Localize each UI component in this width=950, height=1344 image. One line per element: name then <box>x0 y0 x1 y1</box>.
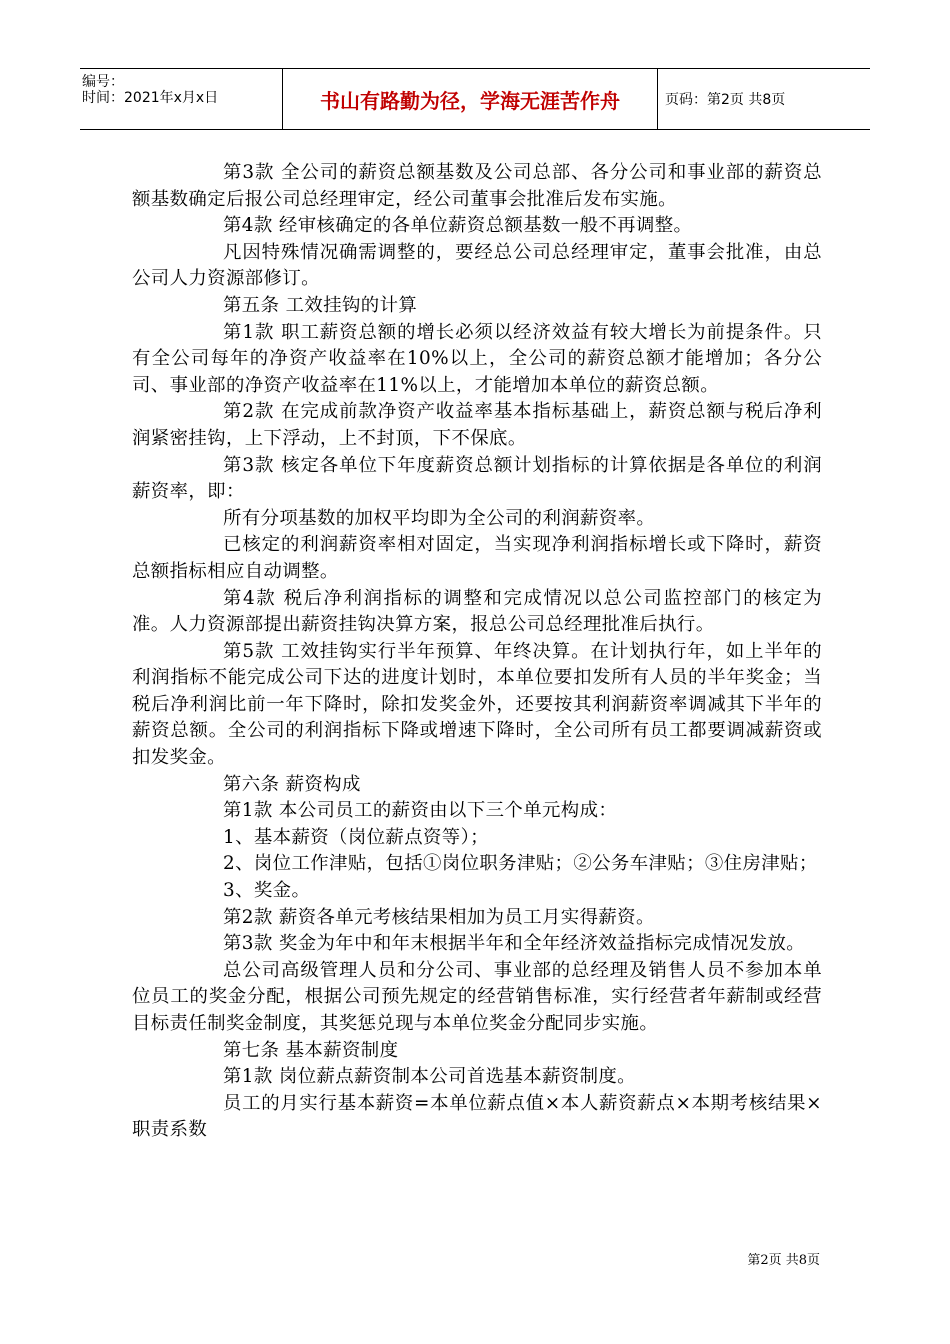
paragraph: 第1款 职工薪资总额的增长必须以经济效益有较大增长为前提条件。只有全公司每年的净资产收益率在10%以上，全公司的薪资总额才能增加；各分公司、事业部的净资产收益率在11%以上，才能增加本单位的薪资总额。 <box>132 321 822 396</box>
paragraph: 凡因特殊情况确需调整的，要经总公司总经理审定，董事会批准，由总公司人力资源部修订。 <box>132 241 822 290</box>
paragraph: 所有分项基数的加权平均即为全公司的利润薪资率。 <box>223 507 656 529</box>
paragraph: 第2款 在完成前款净资产收益率基本指标基础上，薪资总额与税后净利润紧密挂钩，上下浮动，上不封顶，下不保底。 <box>132 401 822 449</box>
paragraph: 总公司高级管理人员和分公司、事业部的总经理及销售人员不参加本单位员工的奖金分配，根据公司预先规定的经营销售标准，实行经营者年薪制或经营目标责任制奖金制度，其奖惩兑现与本单位奖金分配同步实施。 <box>132 959 822 1034</box>
paragraph: 员工的月实行基本薪资=本单位薪点值×本人薪资薪点×本期考核结果×职责系数 <box>132 1092 822 1141</box>
paragraph: 第2款 薪资各单元考核结果相加为员工月实得薪资。 <box>223 906 655 928</box>
list-item: 1、基本薪资（岗位薪点资等）； <box>223 826 489 848</box>
section-heading: 第五条 工效挂钩的计算 <box>223 294 418 316</box>
page-footer: 第2页 共8页 <box>747 1253 820 1268</box>
document-body <box>132 160 822 1144</box>
paragraph: 第4款 经审核确定的各单位薪资总额基数一般不再调整。 <box>223 215 693 237</box>
document-number-label: 编号： <box>82 74 124 90</box>
paragraph: 第1款 本公司员工的薪资由以下三个单元构成： <box>223 800 618 822</box>
paragraph: 第1款 岗位薪点薪资制本公司首选基本薪资制度。 <box>223 1066 636 1088</box>
paragraph: 第4款 税后净利润指标的调整和完成情况以总公司监控部门的核定为准。人力资源部提出薪资挂钩决算方案，报总公司总经理批准后执行。 <box>132 587 822 636</box>
paragraph: 已核定的利润薪资率相对固定，当实现净利润指标增长或下降时，薪资总额指标相应自动调整。 <box>132 534 822 582</box>
paragraph: 第3款 核定各单位下年度薪资总额计划指标的计算依据是各单位的利润薪资率，即： <box>132 454 822 503</box>
header-motto: 书山有路勤为径，学海无涯苦作舟 <box>282 69 658 129</box>
document-time-label: 时间：2021年x月x日 <box>82 90 219 106</box>
header-meta <box>80 69 282 129</box>
section-heading: 第六条 薪资构成 <box>223 773 361 795</box>
section-heading: 第七条 基本薪资制度 <box>223 1039 399 1061</box>
paragraph: 第3款 奖金为年中和年末根据半年和全年经济效益指标完成情况发放。 <box>223 933 806 955</box>
header-page-code: 页码：第2页 共8页 <box>665 92 786 108</box>
list-item: 2、岗位工作津贴，包括①岗位职务津贴；②公务车津贴；③住房津贴； <box>223 853 818 875</box>
paragraph: 第5款 工效挂钩实行半年预算、年终决算。在计划执行年，如上半年的利润指标不能完成公司下达的进度计划时，本单位要扣发所有人员的半年奖金；当税后净利润比前一年下降时，除扣发奖金外，还要按其利润薪资率调减其下半年的薪资总额。全公司的利润指标下降或增速下降时，全公司所有员工都要调减薪资或扣发奖金。 <box>132 640 822 769</box>
page-header <box>80 68 870 130</box>
paragraph: 第3款 全公司的薪资总额基数及公司总部、各分公司和事业部的薪资总额基数确定后报公司总经理审定，经公司董事会批准后发布实施。 <box>132 162 822 210</box>
list-item: 3、奖金。 <box>223 880 311 902</box>
